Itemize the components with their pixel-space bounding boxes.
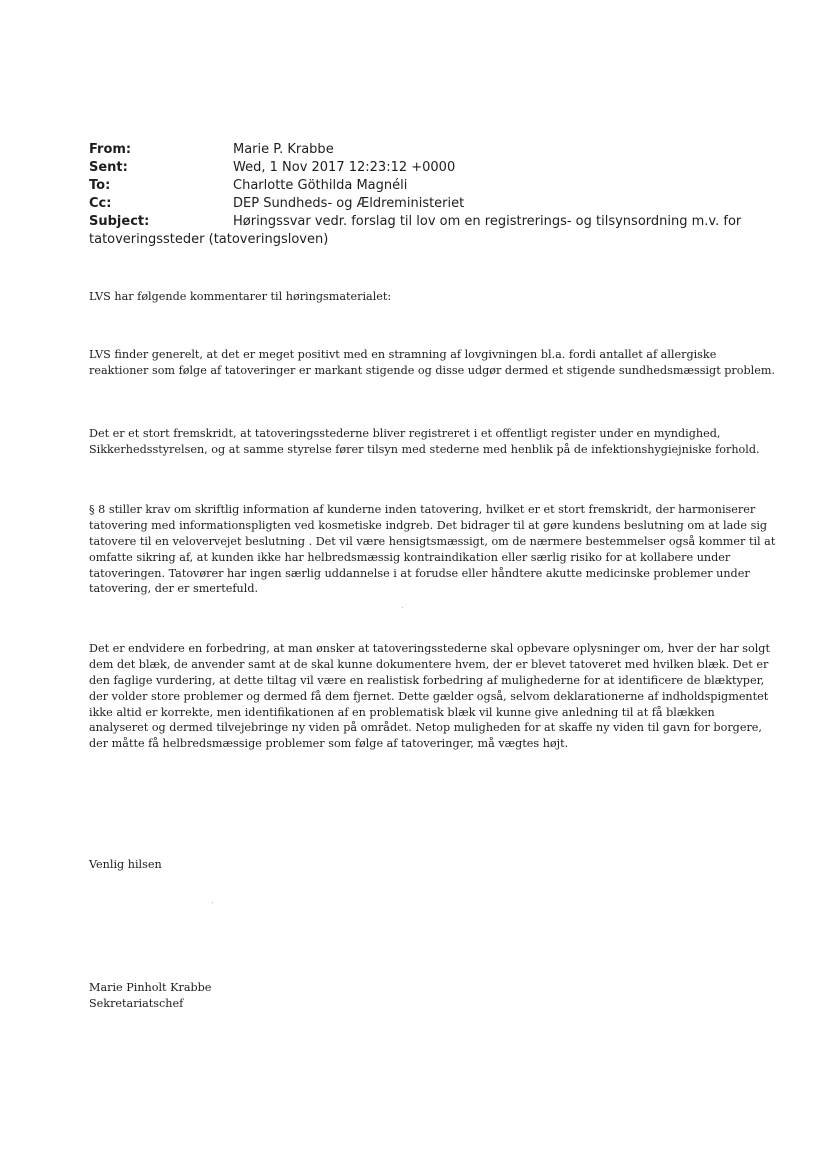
- subject-label: Subject:: [89, 214, 150, 229]
- paragraph-line: reaktioner som følge af tatoveringer er markant stigende og disse udgør dermed et stigende sundhedsmæssigt problem.: [89, 363, 776, 377]
- sent-value: Wed, 1 Nov 2017 12:23:12 +0000: [233, 160, 456, 175]
- closing: [89, 857, 729, 873]
- paragraph-line: omfatte sikring af, at kunden ikke har helbredsmæssig kontraindikation eller særlig risiko for at kollabere under: [89, 550, 731, 564]
- to-value: Charlotte Göthilda Magnéli: [233, 178, 408, 193]
- scan-speck: [402, 607, 403, 608]
- cc-label: Cc:: [89, 196, 112, 211]
- from-label: From:: [89, 142, 132, 157]
- paragraph-line: der volder store problemer og dermed få dem fjernet. Dette gælder også, selvom deklarationerne af indholdspigmentet: [89, 689, 769, 703]
- paragraph-line: Det er endvidere en forbedring, at man ønsker at tatoveringsstederne skal opbevare oplysninger om, hver der har solgt: [89, 642, 770, 655]
- paragraph-1: [89, 347, 776, 379]
- cc-value: DEP Sundheds- og Ældreministeriet: [233, 196, 465, 211]
- sent-label: Sent:: [89, 160, 128, 175]
- paragraph-line: § 8 stiller krav om skriftlig information af kunderne inden tatovering, hvilket er et stort fremskridt, der harmoniserer: [89, 503, 756, 516]
- to-row: [89, 177, 739, 195]
- cc-row: [89, 195, 739, 213]
- paragraph-line: Sikkerhedsstyrelsen, og at samme styrelse fører tilsyn med stederne med henblik på de infektionshygiejniske forhold.: [89, 442, 760, 456]
- subject-value: Høringssvar vedr. forslag til lov om en registrerings- og tilsynsordning m.v. for: [233, 214, 742, 229]
- paragraph-line: tatoveringen. Tatovører har ingen særlig uddannelse i at forudse eller håndtere akutte medicinske problemer under: [89, 566, 750, 580]
- intro-paragraph: [89, 289, 729, 305]
- paragraph-4: [89, 641, 770, 752]
- paragraph-line: analyseret og dermed tilvejebringe ny viden på området. Netop muligheden for at skaffe ny viden til gavn for borgere,: [89, 721, 762, 735]
- paragraph-line: den faglige vurdering, at dette tiltag vil være en realistisk forbedring af mulighederne for at identificere de blæktyper,: [89, 673, 765, 687]
- paragraph-line: dem det blæk, de anvender samt at de skal kunne dokumentere hvem, der er blevet tatoveret med hvilken blæk. Det er: [89, 657, 769, 671]
- sent-row: [89, 159, 739, 177]
- from-value: Marie P. Krabbe: [233, 142, 334, 157]
- paragraph-line: tatovering med informationspligten ved kosmetiske indgreb. Det bidrager til at gøre kundens beslutning om at lade sig: [89, 518, 768, 532]
- closing-text: Venlig hilsen: [89, 858, 162, 871]
- paragraph-3: [89, 502, 776, 597]
- paragraph-2: [89, 426, 760, 458]
- subject-row: [89, 213, 742, 231]
- paragraph-line: tatovere til en velovervejet beslutning . Det vil være hensigtsmæssigt, om de nærmere bestemmelser også kommer til at: [89, 534, 776, 548]
- paragraph-line: der måtte få helbredsmæssige problemer som følge af tatoveringer, må vægtes højt.: [89, 737, 569, 751]
- subject-value-continued: tatoveringssteder (tatoveringsloven): [89, 232, 329, 247]
- paragraph-line: Det er et stort fremskridt, at tatoveringsstederne bliver registreret i et offentligt register under en myndighed,: [89, 427, 721, 440]
- paragraph-line: ikke altid er korrekte, men identifikationen af en problematisk blæk vil kunne give anledning til at få blækken: [89, 705, 715, 719]
- intro-text: LVS har følgende kommentarer til høringsmaterialet:: [89, 290, 392, 303]
- signature-title: Sekretariatschef: [89, 996, 184, 1010]
- from-row: [89, 141, 739, 159]
- to-label: To:: [89, 178, 111, 193]
- scan-speck: [212, 902, 213, 903]
- signature-name: Marie Pinholt Krabbe: [89, 981, 212, 994]
- paragraph-line: LVS finder generelt, at det er meget positivt med en stramning af lovgivningen bl.a. fordi antallet af allergiske: [89, 348, 717, 361]
- email-header: [89, 141, 742, 249]
- paragraph-line: tatovering, der er smertefuld.: [89, 582, 259, 596]
- signature: [89, 980, 729, 1012]
